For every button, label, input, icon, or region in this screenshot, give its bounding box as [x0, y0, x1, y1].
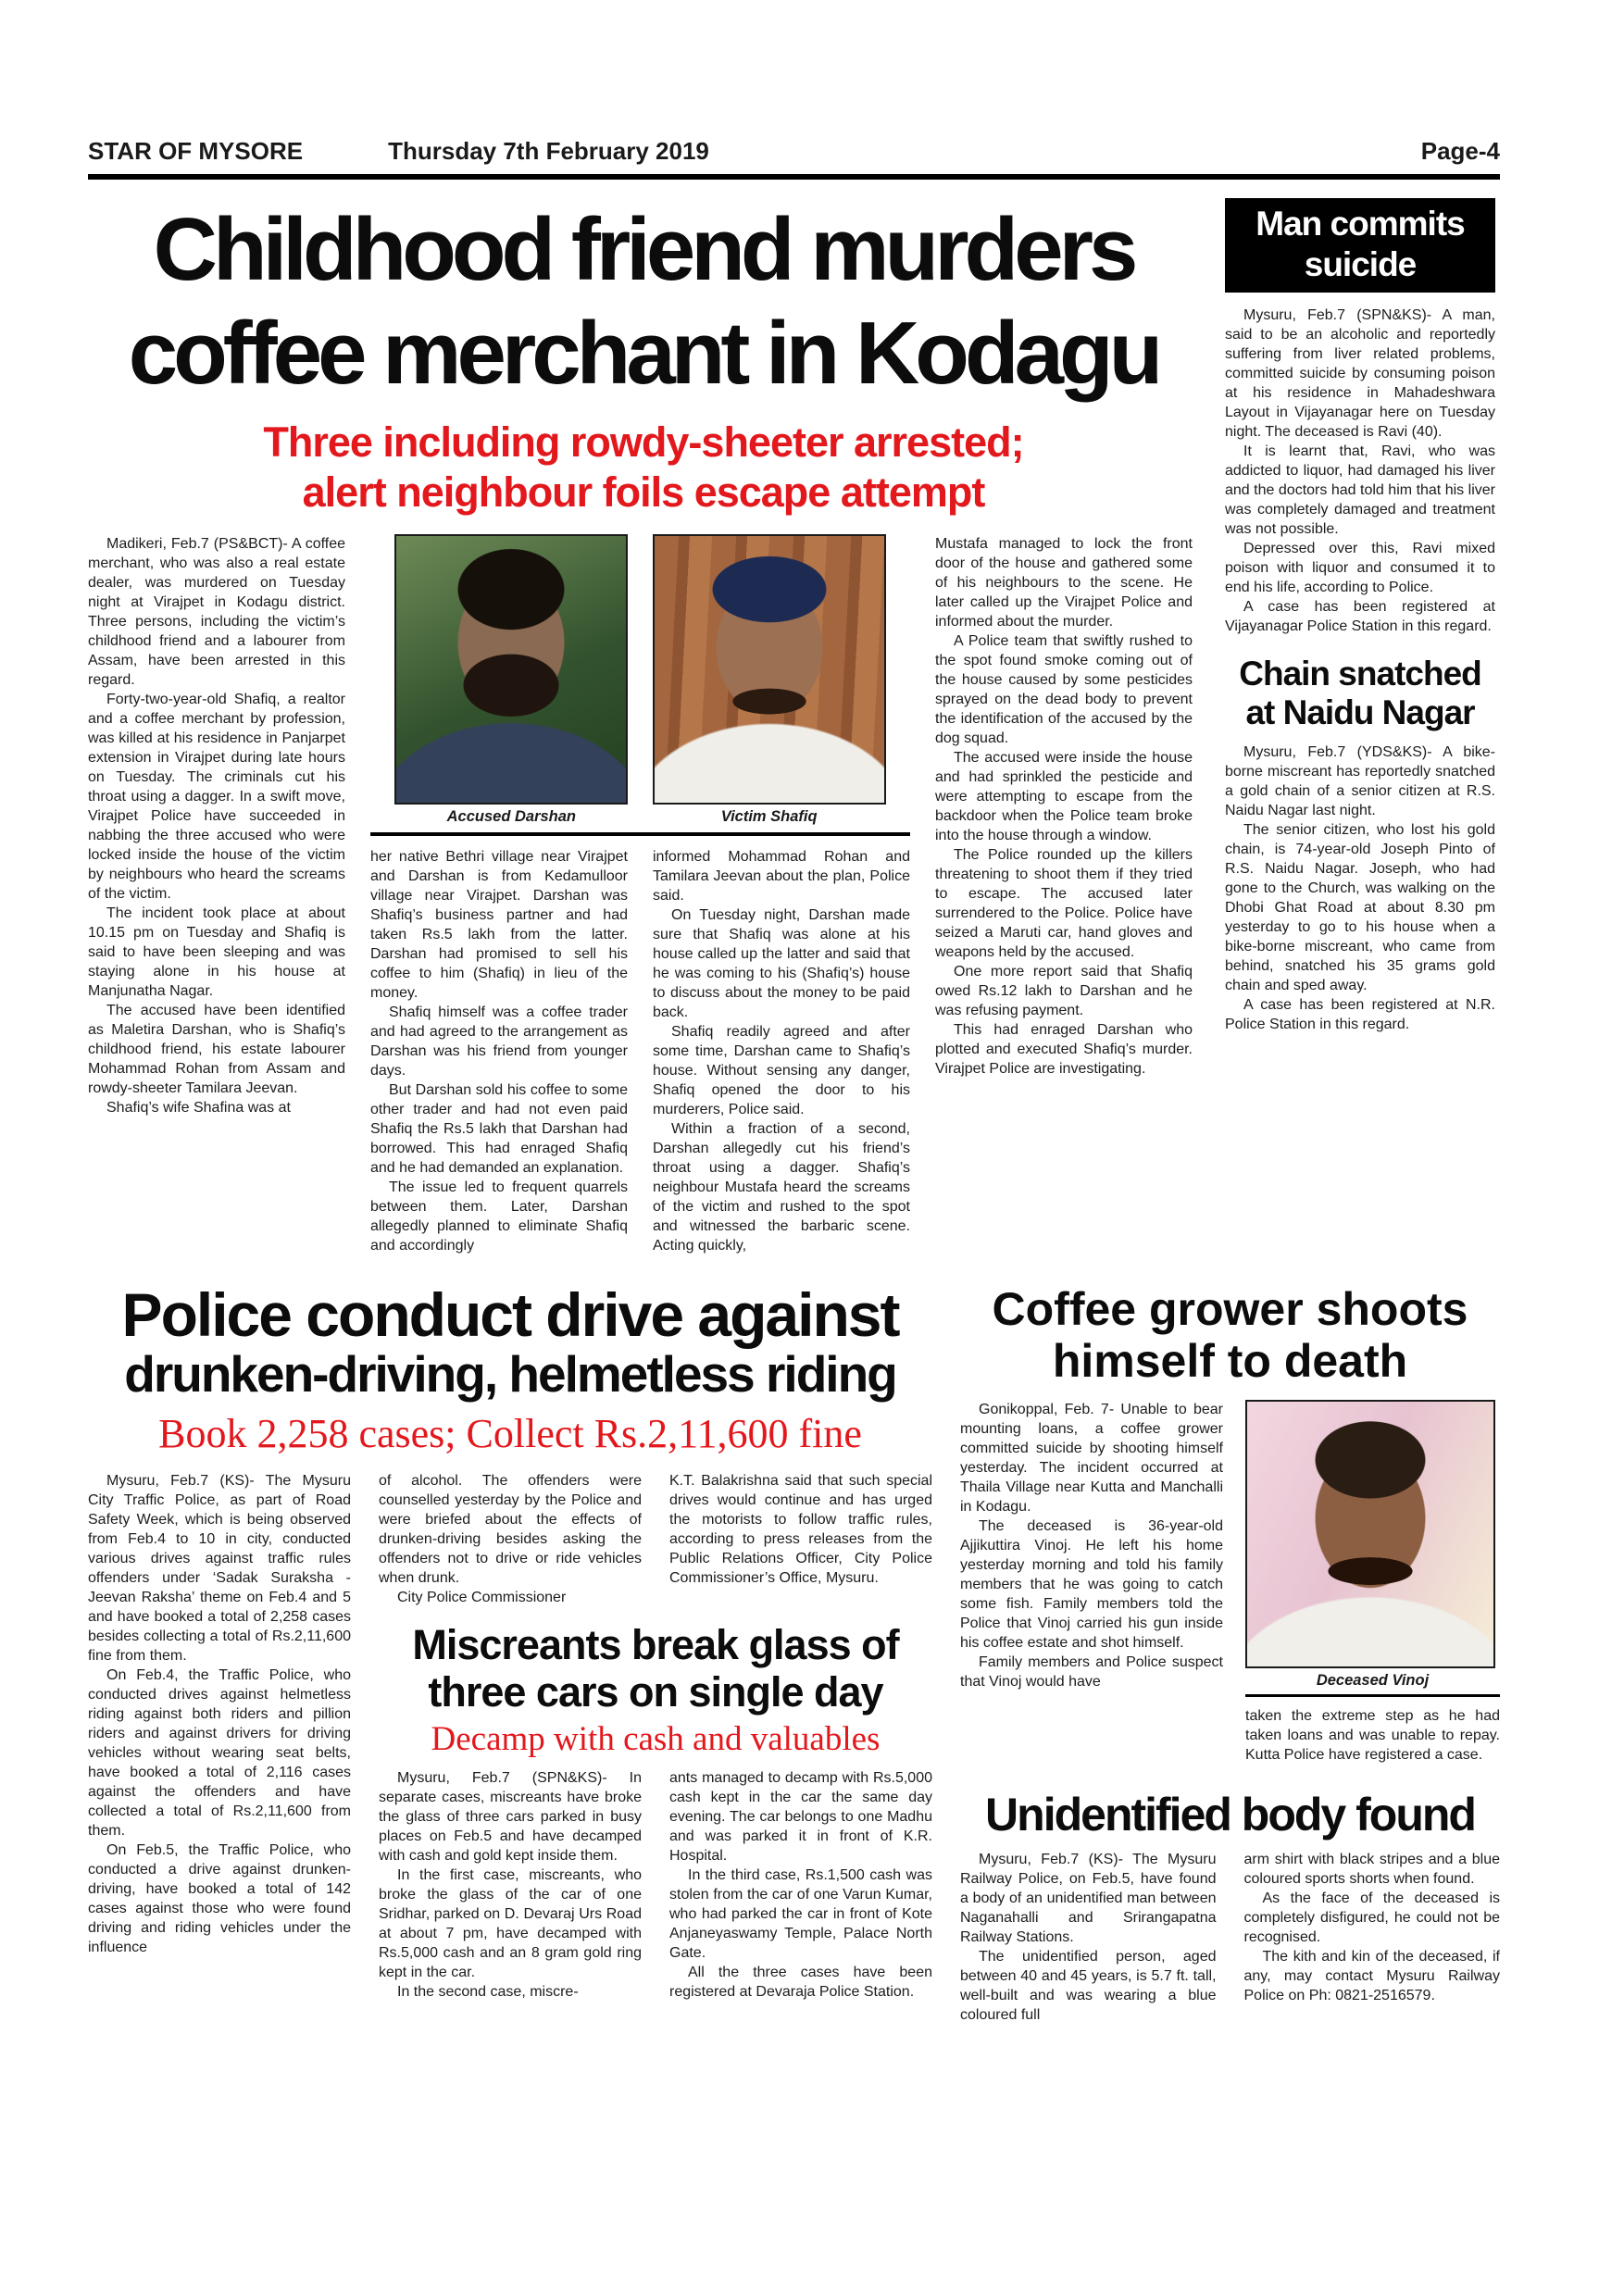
paragraph: taken the extreme step as he had taken loans and was unable to repay. Kutta Police have registered a case. [1245, 1707, 1500, 1763]
main-story-column-4 [935, 534, 1193, 1255]
edition-date: Thursday 7th February 2019 [388, 137, 709, 165]
paragraph: A case has been registered at N.R. Police Station in this regard. [1225, 997, 1495, 1033]
miscreants-column-1 [379, 1768, 642, 2002]
police-drive-subhead: Book 2,258 cases; Collect Rs.2,11,600 fine [158, 1410, 862, 1456]
main-story-column-1 [88, 534, 345, 1255]
header-rule [88, 174, 1500, 180]
main-story-middle-text [370, 847, 910, 1255]
bottom-section [88, 1279, 1500, 2026]
masthead: STAR OF MYSORE [88, 137, 304, 165]
photo-caption-block [1245, 1668, 1500, 1697]
police-drive-headline-line2: drunken-driving, helmetless riding [124, 1345, 896, 1404]
paragraph: On Feb.4, the Traffic Police, who conducted drives against helmetless riding against both riders and pillion riders and against drivers for driving vehicles without wearing seat belts, have booked a total of 2,116 cases against the offenders and have collected a total of Rs.2,11,600 from them. [88, 1667, 351, 1840]
paragraph: Mysuru, Feb.7 (KS)- The Mysuru City Traffic Police, as part of Road Safety Week, which is being observed from Feb.4 to 10 in city, conducted various drives against traffic rules offenders under ‘Sadak Suraksha - Jeevan Raksha’ theme on Feb.4 and 5 and have booked a total of 2,258 cases besides collecting a total of Rs.2,11,600 fine from them. [88, 1473, 351, 1665]
unidentified-body-column-2 [1244, 1850, 1501, 2025]
coffee-grower-column-2 [1245, 1400, 1500, 1765]
headline-line1: Coffee grower shoots [992, 1282, 1468, 1335]
police-drive-headline-line1: Police conduct drive against [121, 1279, 899, 1349]
paragraph: Shafiq’s wife Shafina was at [106, 1099, 291, 1116]
paragraph: One more report said that Shafiq owed Rs.12 lakh to Darshan and he was refusing payment. [935, 963, 1193, 1018]
police-drive-column-1 [88, 1471, 351, 2001]
paragraph: On Feb.5, the Traffic Police, who conducted a drive against drunken-driving, have booked a total of 142 cases against those who were found driving and riding vehicles under the influence [88, 1842, 351, 1956]
headline-line1: Miscreants break glass of [412, 1621, 899, 1669]
man-commits-suicide-headline [1225, 198, 1495, 293]
unidentified-body-headline: Unidentified body found [985, 1788, 1475, 1841]
paragraph: In the third case, Rs.1,500 cash was stolen from the car of one Varun Kumar, who had parked the car in front of Kote Anjaneyaswamy Temple, Palace North Gate. [669, 1866, 932, 1961]
bottom-right-stories [960, 1283, 1500, 2026]
page-header [88, 137, 1500, 166]
headline-line1: Man commits [1255, 205, 1465, 243]
paragraph: A Police team that swiftly rushed to the spot found smoke coming out of the house caused by some pesticides sprayed on the dead body to prevent the identification of the accused by the dog squad. [935, 632, 1193, 746]
headline-line2: at Naidu Nagar [1245, 693, 1475, 731]
headline-line2: himself to death [1052, 1334, 1408, 1387]
police-drive-columns [88, 1471, 932, 2001]
paragraph: A case has been registered at Vijayanagar Police Station in this regard. [1225, 599, 1495, 635]
paragraph: In the first case, miscreants, who broke the glass of the car of one Sridhar, parked on D. Devaraj Urs Road at about 7 pm, have decamped with Rs.5,000 cash and an 8 gram gold ring kept in the car. [379, 1866, 642, 1980]
coffee-grower-column-1 [960, 1400, 1223, 1765]
paragraph: The Police rounded up the killers threatening to shoot them if they tried to escape. The accused later surrendered to the Police. Police have seized a Maruti car, hand gloves and weapons held by the accused. [935, 846, 1193, 960]
paragraph: of alcohol. The offenders were counselled yesterday by the Police and were briefed about the effects of drunken-driving besides asking the offenders not to drive or ride vehicles when drunk. [379, 1473, 642, 1587]
coffee-grower-columns [960, 1400, 1500, 1765]
unidentified-body-column-1 [960, 1850, 1217, 2025]
man-commits-suicide-body [1225, 306, 1495, 636]
paragraph: The unidentified person, aged between 40 and 45 years, is 5.7 ft. tall, well-built and was wearing a blue coloured full [960, 1949, 1217, 2024]
main-subhead [88, 418, 1199, 518]
paragraph: It is learnt that, Ravi, who was addicted to liquor, had damaged his liver and the doctors had told him that his liver was completely damaged and treatment was not possible. [1225, 443, 1495, 538]
main-story [88, 198, 1199, 1255]
paragraph: City Police Commissioner [397, 1590, 567, 1606]
chain-snatched-body [1225, 742, 1495, 1034]
photo-strip [370, 534, 910, 836]
paragraph: arm shirt with black stripes and a blue coloured sports shorts when found. [1243, 1852, 1500, 1888]
paragraph: Depressed over this, Ravi mixed poison with liquor and consumed it to end his life, according to Police. [1225, 541, 1495, 596]
headline-line2: three cars on single day [428, 1667, 883, 1716]
paragraph: informed Mohammad Rohan and Tamilara Jeevan about the plan, Police said. [653, 848, 910, 904]
photo-caption: Deceased Vinoj [1316, 1671, 1430, 1689]
victim-shafiq-figure [653, 534, 886, 830]
paragraph: But Darshan sold his coffee to some other trader and had not even paid Shafiq the Rs.5 lakh that Darshan had borrowed. This had enraged Shafiq and he had demanded an explanation. [370, 1081, 628, 1176]
paragraph: Shafiq readily agreed and after some time, Darshan came to Shafiq’s house. Without sensing any danger, Shafiq opened the door to his murderers, Police said. [653, 1023, 910, 1117]
paragraph: This had enraged Darshan who plotted and executed Shafiq’s murder. Virajpet Police are investigating. [935, 1021, 1193, 1077]
paragraph: ants managed to decamp with Rs.5,000 cash kept in the car the same day evening. The car belongs to one Madhu and was parked it in front of K.R. Hospital. [669, 1769, 932, 1864]
paragraph: Family members and Police suspect that Vinoj would have [960, 1653, 1223, 1690]
photo-caption: Accused Darshan [446, 807, 577, 825]
paragraph: The accused have been identified as Maletira Darshan, who is Shafiq’s childhood friend, his estate labourer Mohammad Rohan from Assam and rowdy-sheeter Tamilara Jeevan. [88, 1002, 345, 1096]
paragraph: The incident took place at about 10.15 pm on Tuesday and Shafiq is said to have been sleeping and was staying alone in his house at Manjunatha Nagar. [88, 905, 345, 999]
main-subhead-line2: alert neighbour foils escape attempt [302, 468, 985, 516]
main-headline [88, 198, 1199, 406]
paragraph: Shafiq himself was a coffee trader and had agreed to the arrangement as Darshan was his friend from younger days. [370, 1004, 628, 1079]
main-story-middle [370, 534, 910, 1255]
deceased-vinoj-figure [1245, 1400, 1500, 1697]
page-number: Page-4 [1420, 137, 1500, 165]
paragraph: In the second case, miscre- [397, 1983, 579, 2000]
paragraph: Gonikoppal, Feb. 7- Unable to bear mounting loans, a coffee grower committed suicide by shooting himself yesterday. The incident occurred at Thaila Village near Kutta and Manchalli in Kodagu. [960, 1401, 1223, 1515]
paragraph: Mysuru, Feb.7 (SPN&KS)- In separate cases, miscreants have broke the glass of three cars parked in busy places on Feb.5 and have decamped with cash and gold kept inside them. [379, 1769, 642, 1864]
photo-caption: Victim Shafiq [720, 807, 818, 825]
paragraph: her native Bethri village near Virajpet and Darshan is from Kedamulloor village near Virajpet. Darshan was Shafiq’s business partner and had taken Rs.5 lakh from the latter. Darshan had promised to sell his coffee to him (Shafiq) in lieu of the money. [370, 848, 628, 1001]
paragraph: Within a fraction of a second, Darshan allegedly cut his friend’s throat using a dagger. Shafiq’s neighbour Mustafa heard the screams of the victim and rushed to the spot and witnessed the barbaric scene. Acting quickly, [653, 1120, 910, 1254]
victim-shafiq-photo [653, 534, 886, 805]
main-story-column-2 [370, 847, 628, 1255]
main-headline-line2: coffee merchant in Kodagu [128, 304, 1159, 404]
miscreants-subhead: Decamp with cash and valuables [431, 1719, 881, 1758]
police-drive-column-2 [379, 1471, 642, 1607]
chain-snatched-headline [1225, 655, 1495, 731]
paragraph: As the face of the deceased is completely disfigured, he could not be recognised. [1243, 1890, 1500, 1946]
unidentified-body-columns [960, 1850, 1500, 2025]
headline-line1: Chain snatched [1239, 655, 1481, 693]
paragraph: The accused were inside the house and had sprinkled the pesticide and were attempting to escape from the backdoor when the Police team broke into the house through a window. [935, 749, 1193, 843]
police-drive-upper-columns [379, 1471, 932, 1607]
paragraph: On Tuesday night, Darshan made sure that Shafiq was alone at his house called up the latter and said that he was coming to his (Shafiq’s) house to discuss about the money to be paid back. [653, 906, 910, 1020]
main-headline-line1: Childhood friend murders [153, 200, 1134, 299]
headline-line2: suicide [1304, 244, 1417, 283]
miscreants-column-2 [669, 1768, 932, 2002]
right-sidebar [1225, 198, 1495, 1255]
accused-darshan-figure [394, 534, 628, 830]
paragraph: Mysuru, Feb.7 (YDS&KS)- A bike-borne miscreant has reportedly snatched a gold chain of a senior citizen at R.S. Naidu Nagar last night. [1225, 744, 1495, 819]
paragraph: The deceased is 36-year-old Ajjikuttira Vinoj. He left his home yesterday morning and told his family members that he was going to catch some fish. Family members told the Police that Vinoj carried his gun inside his coffee estate and shot himself. [960, 1517, 1223, 1651]
paragraph: Madikeri, Feb.7 (PS&BCT)- A coffee merchant, who was also a real estate dealer, was murdered on Tuesday night at Virajpet in Kodagu district. Three persons, including the victim’s childhood friend and a labourer from Assam, have been arrested in this regard. [88, 535, 345, 688]
coffee-grower-continuation [1245, 1706, 1500, 1765]
paragraph: Forty-two-year-old Shafiq, a realtor and a coffee merchant by profession, was killed at his residence in Panjarpet extension in Virajpet during late hours on Tuesday. The criminals cut his throat using a dagger. In a swift move, Virajpet Police have succeeded in nabbing the three accused who were locked inside the house of the victim by neighbours who heard the screams of the victim. [88, 691, 345, 902]
paragraph: The issue led to frequent quarrels between them. Later, Darshan allegedly planned to eliminate Shafiq and accordingly [370, 1179, 628, 1254]
deceased-vinoj-photo [1245, 1400, 1495, 1668]
paragraph: The senior citizen, who lost his gold chain, is 74-year-old Joseph Pinto of R.S. Naidu Nagar. Joseph, who had gone to the Church, was walking on the Dhobi Ghat Road at about 8.30 pm yesterday to go to his house when a bike-borne miscreant, who came from behind, snatched his 35 grams gold chain and sped away. [1225, 822, 1495, 994]
miscreants-columns [379, 1768, 932, 2002]
paragraph: Mysuru, Feb.7 (KS)- The Mysuru Railway Police, on Feb.5, have found a body of an unidentified man between Naganahalli and Srirangapatna Railway Stations. [960, 1852, 1217, 1946]
coffee-grower-headline [960, 1283, 1500, 1387]
paragraph: K.T. Balakrishna said that such special drives would continue and has urged the motorists to follow traffic rules, according to press releases from the Public Relations Officer, City Police Commissioner’s Office, Mysuru. [669, 1473, 932, 1587]
accused-darshan-photo [394, 534, 628, 805]
paragraph: All the three cases have been registered at Devaraja Police Station. [669, 1964, 932, 2000]
paragraph: Mysuru, Feb.7 (SPN&KS)- A man, said to be an alcoholic and reportedly suffering from liver related problems, committed suicide by consuming poison at his residence in Mahadeshwara Layout in Vijayanagar here on Tuesday night. The deceased is Ravi (40). [1225, 307, 1495, 441]
miscreants-headline [379, 1622, 932, 1716]
top-section [88, 198, 1500, 1255]
police-drive-column-3 [669, 1471, 932, 1607]
main-story-column-3 [653, 847, 910, 1255]
main-subhead-line1: Three including rowdy-sheeter arrested; [263, 418, 1024, 466]
paragraph: The kith and kin of the deceased, if any, may contact Mysuru Railway Police on Ph: 0821-2516579. [1243, 1949, 1500, 2004]
paragraph: Mustafa managed to lock the front door of the house and gathered some of his neighbours to the scene. He later called up the Virajpet Police and informed about the murder. [935, 535, 1193, 630]
main-story-columns [88, 534, 1199, 1255]
police-drive-right-wrap [379, 1471, 932, 2001]
police-drive-story [88, 1279, 932, 2026]
